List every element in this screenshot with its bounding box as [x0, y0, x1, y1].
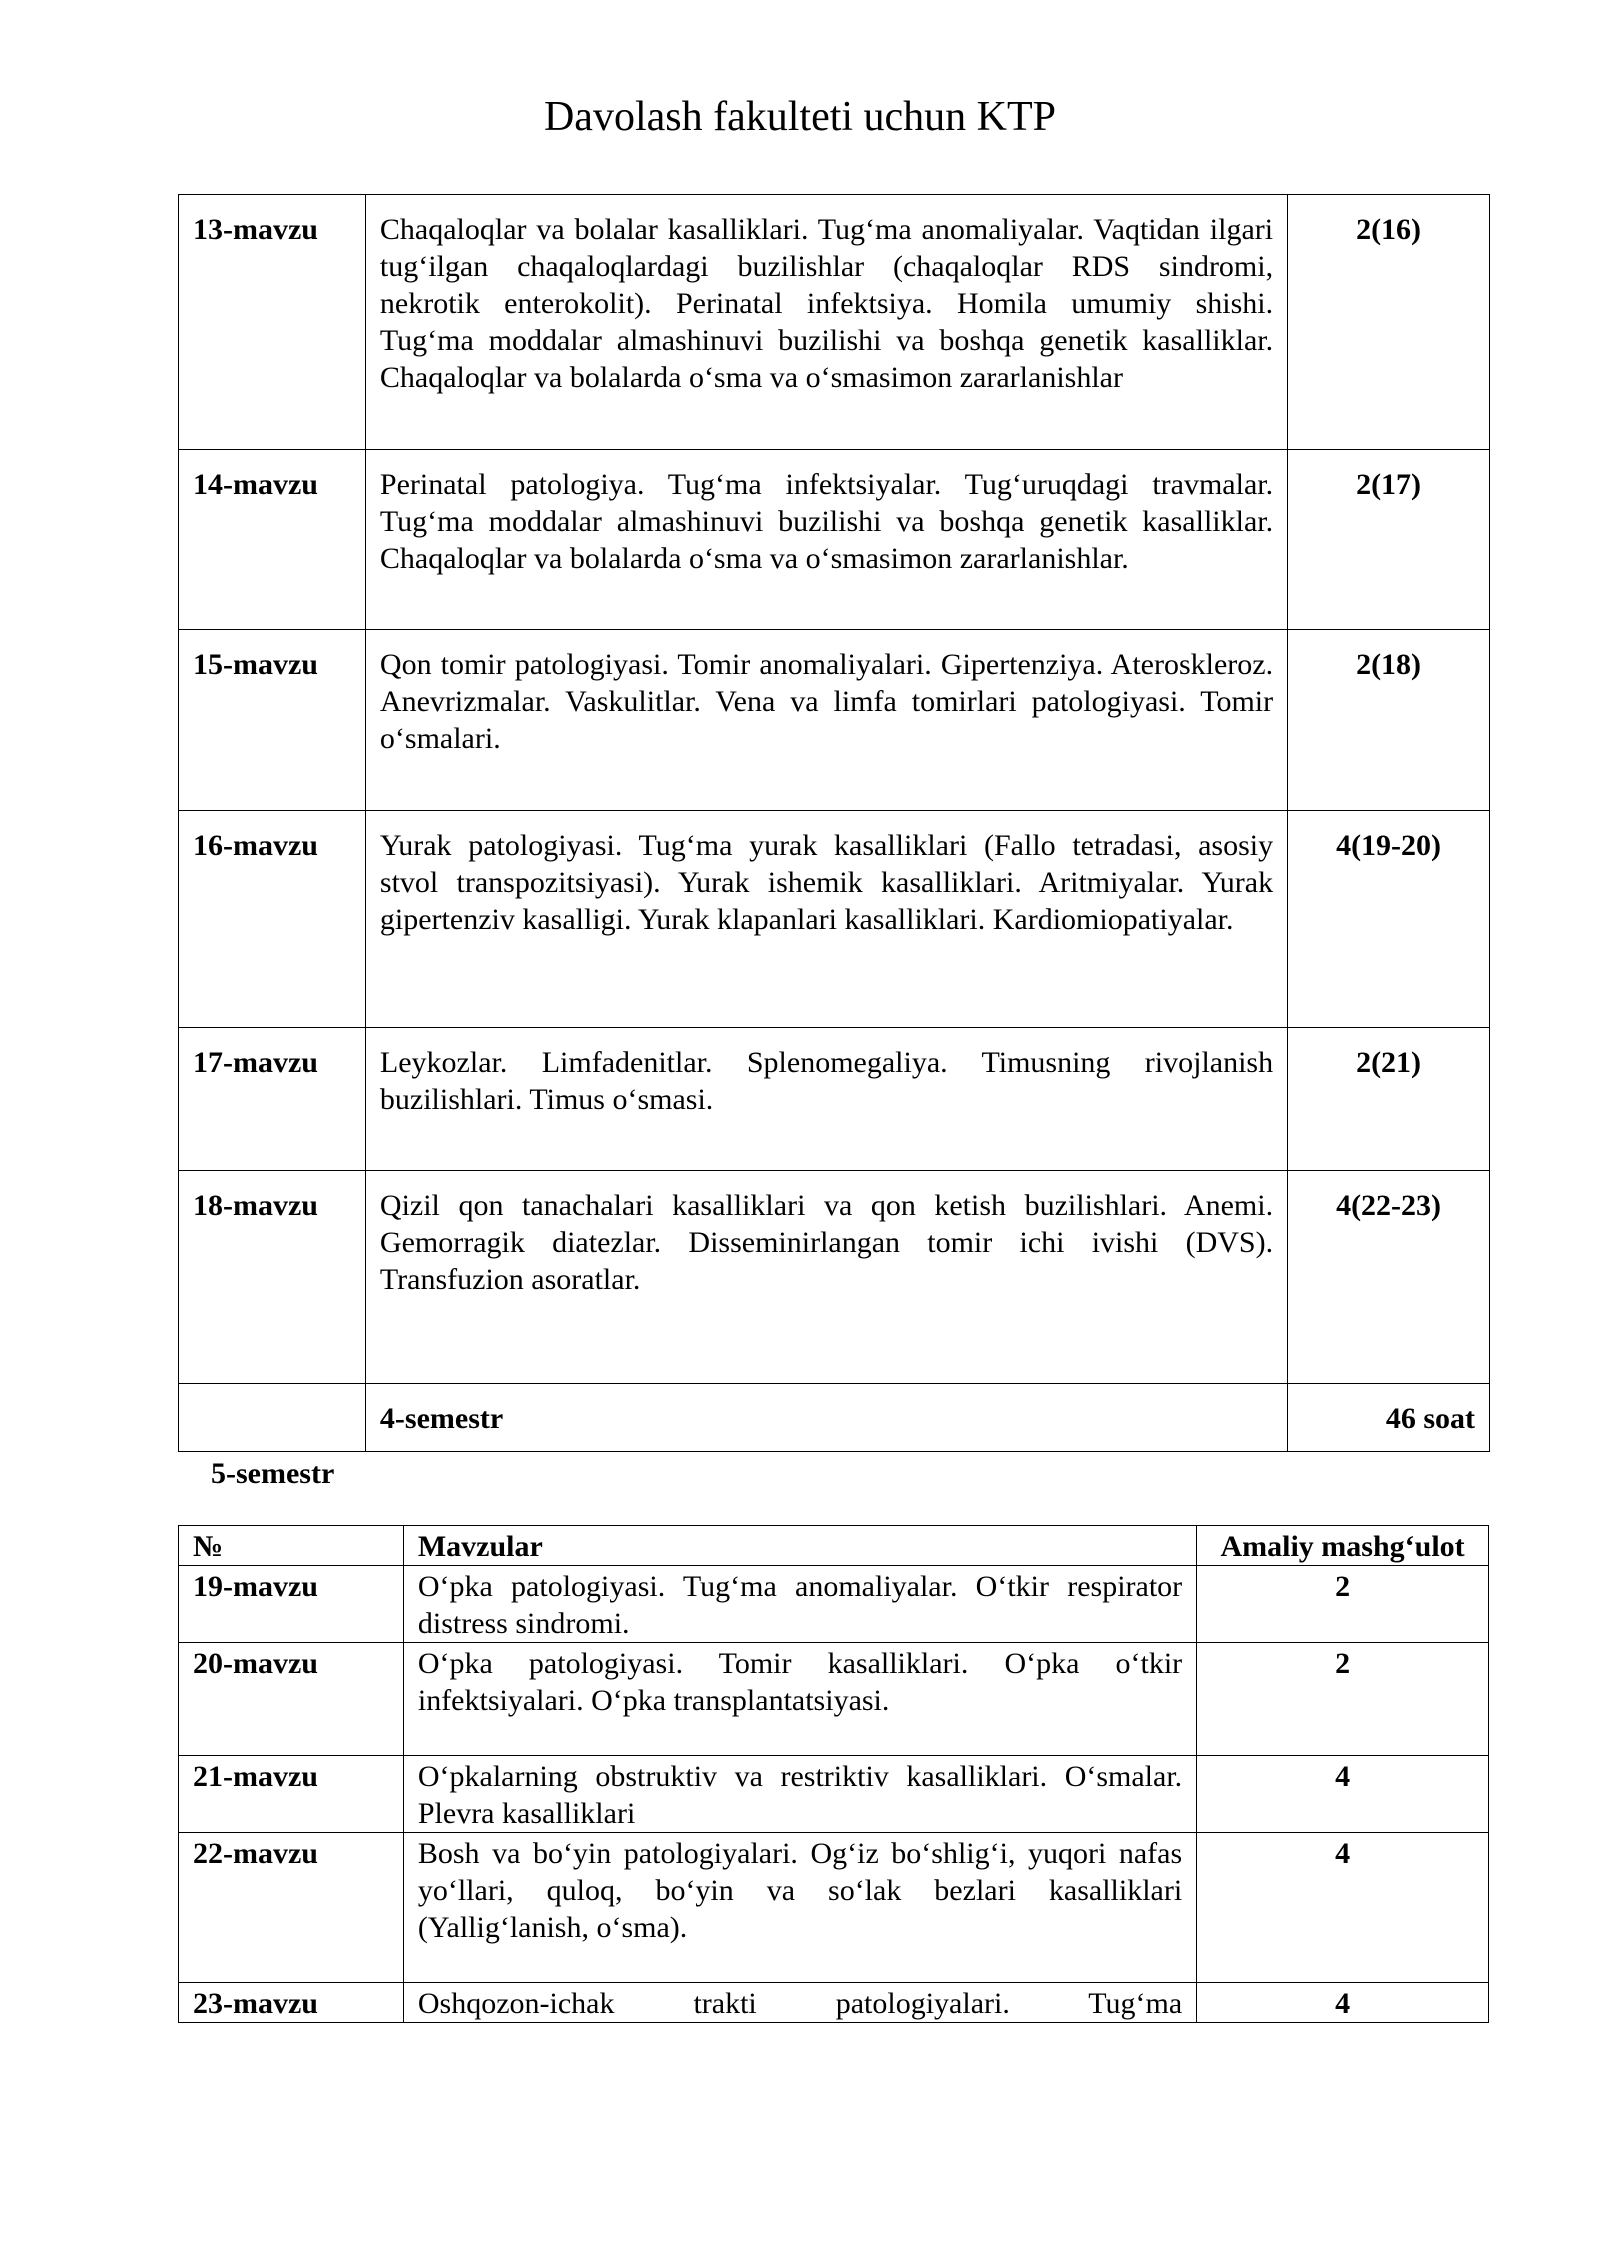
- topic-number: 20-mavzu: [179, 1643, 404, 1756]
- table-row: [179, 1171, 1490, 1384]
- topic-number: 21-mavzu: [179, 1756, 404, 1833]
- table-row: [179, 1028, 1490, 1171]
- table-row: [179, 195, 1490, 450]
- table-row: [179, 1643, 1489, 1756]
- topic-number: 18-mavzu: [179, 1171, 366, 1384]
- summary-row: [179, 1384, 1490, 1452]
- topic-number: 16-mavzu: [179, 811, 366, 1028]
- topic-hours: 4(19-20): [1288, 811, 1490, 1028]
- table-row: [179, 450, 1490, 630]
- topic-number: 15-mavzu: [179, 630, 366, 811]
- topic-number: 19-mavzu: [179, 1566, 404, 1643]
- topic-description: O‘pkalarning obstruktiv va restriktiv kasalliklari. O‘smalar. Plevra kasalliklari: [403, 1756, 1196, 1833]
- topic-hours: 2(21): [1288, 1028, 1490, 1171]
- topic-hours: 2(16): [1288, 195, 1490, 450]
- semester5-heading: 5-semestr: [211, 1457, 335, 1490]
- semester-total-label: 4-semestr: [365, 1384, 1287, 1452]
- table-row: [179, 1756, 1489, 1833]
- summary-empty-cell: [179, 1384, 366, 1452]
- topic-hours: 2: [1197, 1566, 1489, 1643]
- header-topics: Mavzular: [403, 1526, 1196, 1566]
- topic-hours: 2(17): [1288, 450, 1490, 630]
- topic-number: 22-mavzu: [179, 1833, 404, 1983]
- topic-hours: 4(22-23): [1288, 1171, 1490, 1384]
- topic-hours: 4: [1197, 1833, 1489, 1983]
- topic-hours: 4: [1197, 1983, 1489, 2023]
- topic-description: Oshqozon-ichak trakti patologiyalari. Tug‘ma: [403, 1983, 1196, 2023]
- topic-description: O‘pka patologiyasi. Tomir kasalliklari. O‘pka o‘tkir infektsiyalari. O‘pka transplantatsiyasi.: [403, 1643, 1196, 1756]
- semester-total-hours: 46 soat: [1288, 1384, 1490, 1452]
- table-row: [179, 1983, 1489, 2023]
- topic-description: Leykozlar. Limfadenitlar. Splenomegaliya. Timusning rivojlanish buzilishlari. Timus o‘smasi.: [365, 1028, 1287, 1171]
- topic-number: 14-mavzu: [179, 450, 366, 630]
- topic-number: 23-mavzu: [179, 1983, 404, 2023]
- page-title: Davolash fakulteti uchun KTP: [543, 94, 1057, 140]
- semester4-topics-table: [178, 194, 1490, 1452]
- table-row: [179, 1566, 1489, 1643]
- topic-description: Bosh va bo‘yin patologiyalari. Og‘iz bo‘shlig‘i, yuqori nafas yo‘llari, quloq, bo‘yin va so‘lak bezlari kasalliklari (Yallig‘lanish, o‘sma).: [403, 1833, 1196, 1983]
- topic-hours: 2: [1197, 1643, 1489, 1756]
- topic-hours: 4: [1197, 1756, 1489, 1833]
- header-practical-hours: Amaliy mashg‘ulot: [1197, 1526, 1489, 1566]
- topic-description: Yurak patologiyasi. Tug‘ma yurak kasalliklari (Fallo tetradasi, asosiy stvol transpozitsiyasi). Yurak ishemik kasalliklari. Aritmiyalar. Yurak gipertenziv kasalligi. Yurak klapanlari kasalliklari. Kardiomiopatiyalar.: [365, 811, 1287, 1028]
- topic-number: 17-mavzu: [179, 1028, 366, 1171]
- topic-description: Perinatal patologiya. Tug‘ma infektsiyalar. Tug‘uruqdagi travmalar. Tug‘ma moddalar almashinuvi buzilishi va boshqa genetik kasalliklar. Chaqaloqlar va bolalarda o‘sma va o‘smasimon zararlanishlar.: [365, 450, 1287, 630]
- topic-hours: 2(18): [1288, 630, 1490, 811]
- table-row: [179, 1833, 1489, 1983]
- semester5-topics-table: [178, 1525, 1489, 2023]
- topic-description: O‘pka patologiyasi. Tug‘ma anomaliyalar. O‘tkir respirator distress sindromi.: [403, 1566, 1196, 1643]
- topic-description: Qon tomir patologiyasi. Tomir anomaliyalari. Gipertenziya. Ateroskleroz. Anevrizmalar. Vaskulitlar. Vena va limfa tomirlari patologiyasi. Tomir o‘smalari.: [365, 630, 1287, 811]
- table-row: [179, 630, 1490, 811]
- table-header-row: [179, 1526, 1489, 1566]
- header-number: №: [179, 1526, 404, 1566]
- topic-number: 13-mavzu: [179, 195, 366, 450]
- topic-description: Chaqaloqlar va bolalar kasalliklari. Tug‘ma anomaliyalar. Vaqtidan ilgari tug‘ilgan chaqaloqlardagi buzilishlar (chaqaloqlar RDS sindromi, nekrotik enterokolit). Perinatal infektsiya. Homila umumiy shishi. Tug‘ma moddalar almashinuvi buzilishi va boshqa genetik kasalliklar. Chaqaloqlar va bolalarda o‘sma va o‘smasimon zararlanishlar: [365, 195, 1287, 450]
- table-row: [179, 811, 1490, 1028]
- topic-description: Qizil qon tanachalari kasalliklari va qon ketish buzilishlari. Anemi. Gemorragik diatezlar. Disseminirlangan tomir ichi ivishi (DVS). Transfuzion asoratlar.: [365, 1171, 1287, 1384]
